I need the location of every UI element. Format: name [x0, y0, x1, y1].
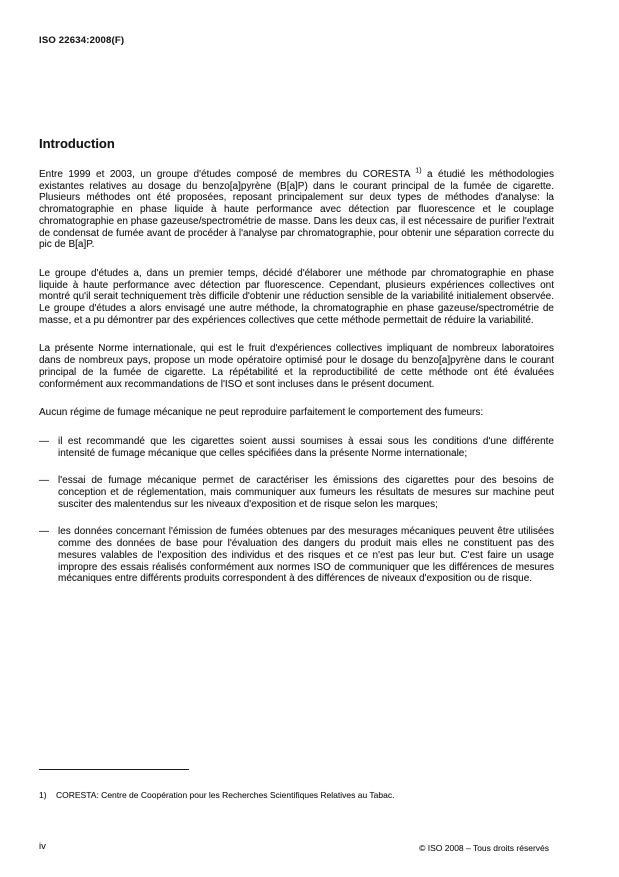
- footnote: [39, 790, 554, 801]
- page-content: [39, 136, 554, 601]
- paragraph-1-text: Entre 1999 et 2003, un groupe d'études composé de membres du CORESTA: [39, 169, 416, 180]
- copyright-notice: © ISO 2008 – Tous droits réservés: [419, 843, 549, 853]
- footnote-text: CORESTA: Centre de Coopération pour les Recherches Scientifiques Relatives au Tabac.: [56, 790, 395, 800]
- document-reference: ISO 22634:2008(F): [39, 35, 125, 46]
- paragraph-2: Le groupe d'études a, dans un premier temps, décidé d'élaborer une méthode par chromatographie en phase liquide à haute performance avec détection par fluorescence. Cependant, plusieurs expériences collectives ont montré qu'il serait techniquement très difficile d'obtenir une réduction sensible de la variabilité initialement observée. Le groupe d'études a alors envisagé une autre méthode, la chromatographie en phase gazeuse/spectrométrie de masse, et a pu démontrer par des expériences collectives que cette méthode permettait de réduire la variabilité.: [39, 267, 554, 326]
- paragraph-1-continued: a étudié les méthodologies existantes relatives au dosage du benzo[a]pyrène (B[a]P) dans le courant principal de la fumée de cigarette. Plusieurs méthodes ont été proposées, reposant principalement sur deux types de méthodes d'analyse: la chromatographie en phase liquide à haute performance avec détection par fluorescence et le couplage chromatographie en phase gazeuse/spectrométrie de masse. Dans les deux cas, il est nécessaire de purifier l'extrait de condensat de fumée avant de procéder à l'analyse par chromatographie, pour obtenir une séparation correcte du pic de B[a]P.: [39, 169, 554, 251]
- footnote-marker: 1): [39, 790, 47, 800]
- paragraph-3: La présente Norme internationale, qui est le fruit d'expériences collectives impliquant de nombreux laboratoires dans de nombreux pays, propose un mode opératoire optimisé pour le dosage du benzo[a]pyrène dans le courant principal de la fumée de cigarette. La répétabilité et la reproductibilité de cette méthode ont été évaluées conformément aux recommandations de l'ISO et sont incluses dans le présent document.: [39, 343, 554, 390]
- paragraph-4-list-intro: Aucun régime de fumage mécanique ne peut reproduire parfaitement le comportement des fumeurs:: [39, 407, 484, 419]
- list-item-2: [39, 475, 554, 510]
- section-heading: Introduction: [39, 136, 115, 151]
- list-item-dash: —: [39, 475, 49, 487]
- list-item-3-text: les données concernant l'émission de fumées obtenues par des mesurages mécaniques peuvent être utilisées comme des données de base pour l'évaluation des dangers du produit mais elles ne constituent pas des mesures valables de l'exposition des individus et des risques et ce n'est pas leur but. C'est faire un usage impropre des essais réalisés conformément aux normes ISO de communiquer que les différences de mesures mécaniques entre différents produits correspondent à des différences de niveaux d'exposition ou de risque.: [58, 526, 554, 585]
- list-item-2-text: l'essai de fumage mécanique permet de caractériser les émissions des cigarettes pour des besoins de conception et de réglementation, mais communiquer aux fumeurs les résultats de mesures sur machine peut susciter des malentendus sur les niveaux d'exposition et de risque selon les marques;: [58, 475, 554, 510]
- page-number: iv: [39, 841, 46, 852]
- paragraph-1: [39, 169, 554, 251]
- list-item-dash: —: [39, 526, 49, 538]
- list-item-1-text: il est recommandé que les cigarettes soient aussi soumises à essai sous les conditions d'une différente intensité de fumage mécanique que celles spécifiées dans la présente Norme internationale;: [58, 435, 554, 459]
- list-item-1: [39, 436, 554, 459]
- list-item-dash: —: [39, 435, 49, 447]
- footnote-reference: 1): [415, 167, 422, 175]
- list-item-3: [39, 526, 554, 585]
- footnote-separator: [39, 769, 189, 770]
